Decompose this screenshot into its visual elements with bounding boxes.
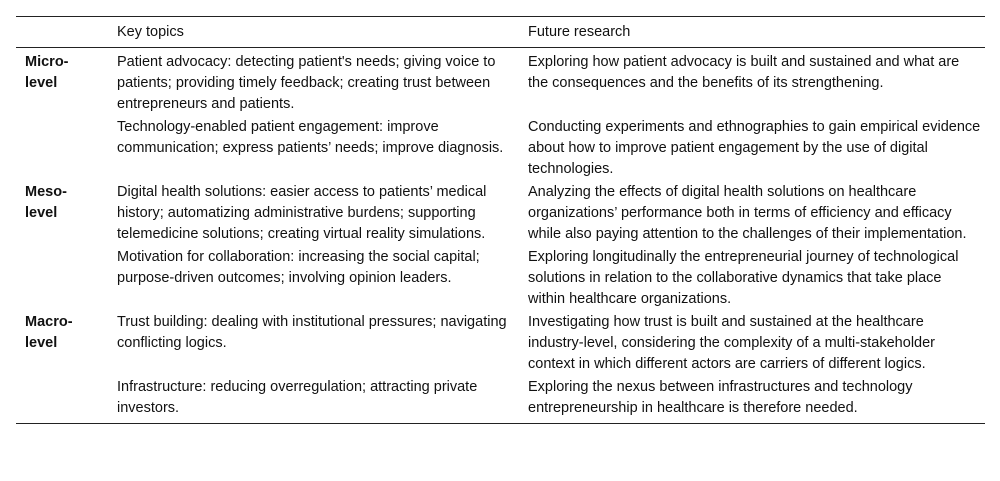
key-topic-cell: Trust building: dealing with institutional pressures; navigating conflicting logics. [117,314,507,351]
key-topic-cell: Patient advocacy: detecting patient's needs; giving voice to patients; providing timely feedback; creating trust between entrepreneurs and patients. [117,54,496,112]
table-row [16,312,985,375]
level-label [16,247,117,310]
future-research-cell: Analyzing the effects of digital health solutions on healthcare organizations’ performance both in terms of efficiency and efficacy while also paying attention to the challenges of their implementation. [528,184,967,242]
level-label [16,377,117,419]
level-label: Meso- level [25,184,67,221]
future-research-cell: Exploring how patient advocacy is built and sustained and what are the consequences and the benefits of its strengthening. [528,54,960,91]
table-row [16,377,985,419]
table-row [16,117,985,180]
key-topic-cell: Digital health solutions: easier access to patients’ medical history; automatizing administrative burdens; supporting telemedicine solutions; creating virtual reality simulations. [117,184,487,242]
level-label: Macro- level [25,314,73,351]
header-level [16,17,117,47]
future-research-cell: Exploring longitudinally the entrepreneurial journey of technological solutions in relation to the collaborative dynamics that take place within healthcare organizations. [528,249,959,307]
future-research-cell: Conducting experiments and ethnographies to gain empirical evidence about how to improve patient engagement by the use of digital technologies. [528,119,981,177]
level-label [16,117,117,180]
header-key-topics: Key topics [117,24,184,40]
future-research-cell: Investigating how trust is built and sustained at the healthcare industry-level, considering the complexity of a multi-stakeholder context in which different actors are carriers of different logics. [528,314,935,372]
key-topic-cell: Infrastructure: reducing overregulation; attracting private investors. [117,379,478,416]
research-table [16,16,985,424]
key-topic-cell: Motivation for collaboration: increasing the social capital; purpose-driven outcomes; involving opinion leaders. [117,249,480,286]
table-row [16,182,985,245]
table-header [16,17,985,48]
table-row [16,247,985,310]
level-label: Micro- level [25,54,69,91]
table-body [16,48,985,423]
key-topic-cell: Technology-enabled patient engagement: improve communication; express patients’ needs; improve diagnosis. [117,119,504,156]
header-future-research: Future research [528,24,631,40]
table-row [16,52,985,115]
future-research-cell: Exploring the nexus between infrastructures and technology entrepreneurship in healthcare is therefore needed. [528,379,913,416]
